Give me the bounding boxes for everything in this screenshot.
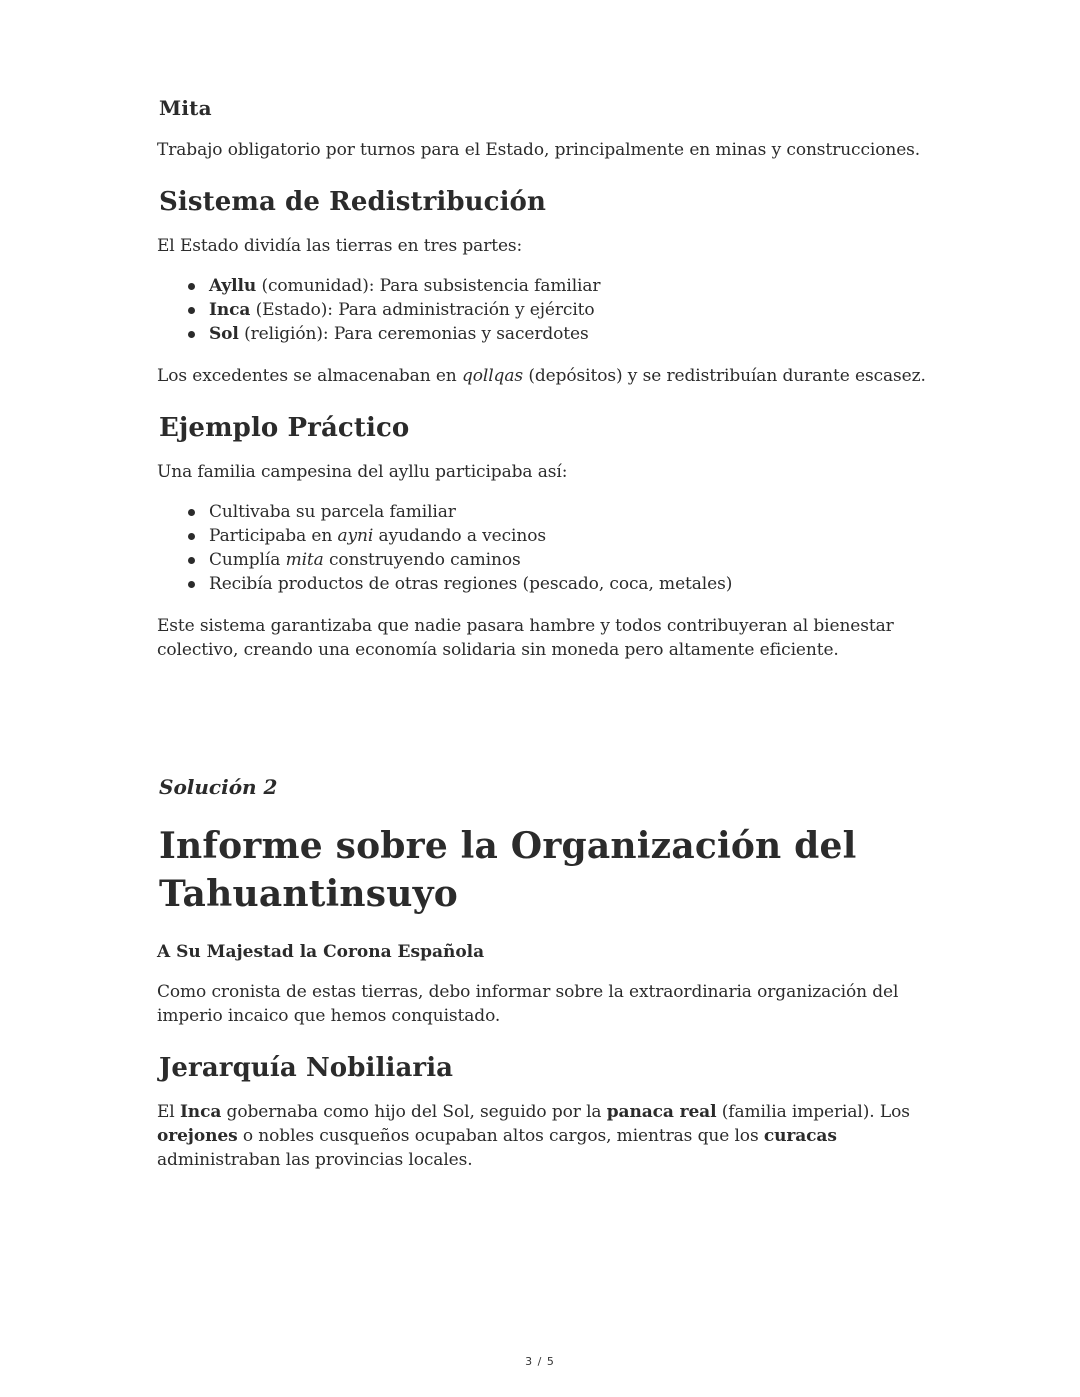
redistribucion-heading: Sistema de Redistribución [159,187,546,217]
paragraph-bold: curacas [763,1126,837,1146]
outro-text: Los excedentes se almacenaban en [157,366,462,386]
addressee: A Su Majestad la Corona Española [157,942,485,962]
list-item-emphasis: mita [285,550,324,570]
paragraph-bold: Inca [179,1102,222,1122]
jerarquia-paragraph [157,1100,927,1172]
mita-paragraph: Trabajo obligatorio por turnos para el Estado, principalmente en minas y construcciones. [157,140,921,160]
list-item-text: Recibía productos de otras regiones (pescado, coca, metales) [209,574,733,594]
solucion-label: Solución 2 [159,775,278,799]
ejemplo-intro: Una familia campesina del ayllu participaba así: [157,462,568,482]
ejemplo-heading: Ejemplo Práctico [159,413,410,443]
list-item-text: ayudando a vecinos [373,526,546,546]
redistribucion-outro [157,364,927,388]
paragraph-bold: panaca real [606,1102,717,1122]
list-item-bold: Sol [209,324,239,344]
list-item-bold: Ayllu [209,276,257,296]
outro-emphasis: qollqas [461,366,524,386]
report-title: Informe sobre la Organización del Tahuantinsuyo [159,825,857,915]
list-item-text: (Estado): Para administración y ejército [250,300,595,320]
report-intro: Como cronista de estas tierras, debo informar sobre la extraordinaria organización del imperio incaico que hemos conquistado. [157,982,899,1026]
paragraph-bold: orejones [157,1126,238,1146]
ejemplo-outro: Este sistema garantizaba que nadie pasara hambre y todos contribuyeran al bienestar colectivo, creando una economía solidaria sin moneda pero altamente eficiente. [157,616,894,660]
list-item-bold: Inca [209,300,251,320]
list-item [209,548,927,572]
list-item [209,298,927,322]
paragraph-text: administraban las provincias locales. [157,1150,473,1170]
outro-text: (depósitos) y se redistribuían durante escasez. [523,366,926,386]
list-item-text: (comunidad): Para subsistencia familiar [256,276,601,296]
list-item-text: (religión): Para ceremonias y sacerdotes [238,324,589,344]
mita-heading: Mita [159,96,212,120]
paragraph-text: El [157,1102,180,1122]
paragraph-text: gobernaba como hijo del Sol, seguido por la [221,1102,607,1122]
paragraph-text: o nobles cusqueños ocupaban altos cargos, mientras que los [237,1126,764,1146]
jerarquia-heading: Jerarquía Nobiliaria [159,1053,454,1083]
list-item [209,524,927,548]
redistribucion-list [157,274,927,346]
page-number: 3 / 5 [525,1355,555,1368]
ejemplo-list [157,500,927,596]
list-item [209,274,927,298]
paragraph-text: (familia imperial). Los [716,1102,910,1122]
list-item-text: Participaba en [209,526,338,546]
list-item [209,322,927,346]
list-item-text: Cumplía [209,550,286,570]
list-item [209,572,927,596]
redistribucion-intro: El Estado dividía las tierras en tres partes: [157,236,523,256]
list-item-text: construyendo caminos [323,550,521,570]
list-item-emphasis: ayni [337,526,374,546]
list-item [209,500,927,524]
list-item-text: Cultivaba su parcela familiar [209,502,456,522]
page-content [157,92,927,1172]
